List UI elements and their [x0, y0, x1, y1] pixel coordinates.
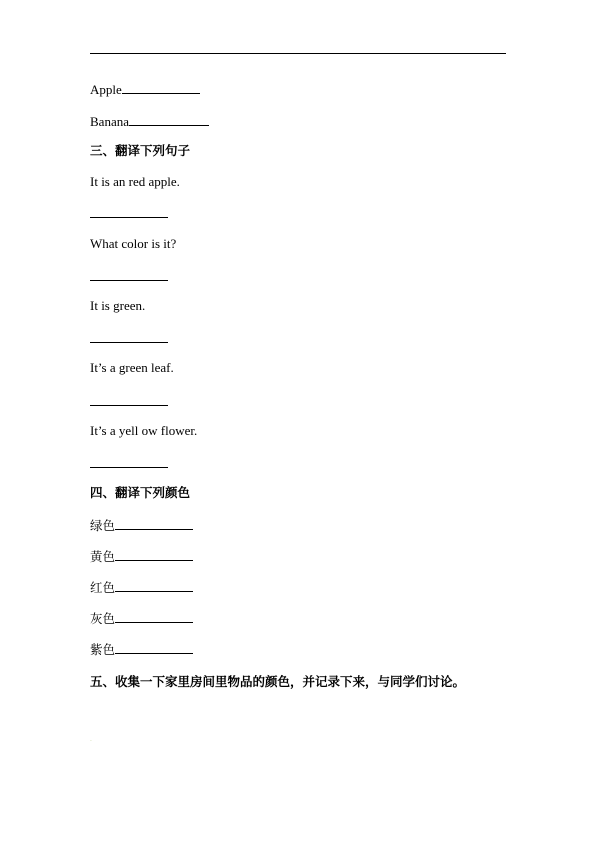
color-row-1: [90, 516, 193, 534]
sentence-4: It’s a green leaf.: [90, 360, 174, 375]
header-rule: [90, 53, 506, 54]
vocab-apple-row: [90, 80, 200, 98]
sentence-5: It’s a yell ow flower.: [90, 423, 198, 438]
sentence-5-answer-line[interactable]: [90, 467, 168, 468]
color-word-3: 红色: [90, 580, 116, 595]
sentence-2: What color is it?: [90, 236, 177, 251]
sentence-3-answer-line[interactable]: [90, 342, 168, 343]
color-blank-3[interactable]: [115, 578, 193, 592]
section3-heading: 三、翻译下列句子: [90, 143, 191, 158]
sentence-1-answer-line[interactable]: [90, 217, 168, 218]
sentence-3: It is green.: [90, 298, 146, 313]
color-row-4: [90, 609, 193, 627]
vocab-apple-blank[interactable]: [122, 80, 200, 94]
color-blank-5[interactable]: [115, 640, 193, 654]
vocab-apple-word: Apple: [90, 82, 122, 97]
section4-heading: 四、翻译下列颜色: [90, 485, 191, 500]
color-row-2: [90, 547, 193, 565]
vocab-banana-word: Banana: [90, 114, 129, 129]
sentence-1: It is an red apple.: [90, 174, 180, 189]
sentence-4-answer-line[interactable]: [90, 405, 168, 406]
footer-mark: ·: [90, 738, 92, 745]
color-word-5: 紫色: [90, 642, 116, 657]
sentence-2-answer-line[interactable]: [90, 280, 168, 281]
vocab-banana-blank[interactable]: [129, 112, 209, 126]
section5-heading: 五、收集一下家里房间里物品的颜色，并记录下来，与同学们讨论。: [90, 674, 466, 689]
color-word-4: 灰色: [90, 611, 116, 626]
color-word-1: 绿色: [90, 518, 116, 533]
color-row-5: [90, 640, 193, 658]
color-blank-4[interactable]: [115, 609, 193, 623]
color-word-2: 黄色: [90, 549, 116, 564]
vocab-banana-row: [90, 112, 209, 130]
color-blank-2[interactable]: [115, 547, 193, 561]
color-blank-1[interactable]: [115, 516, 193, 530]
color-row-3: [90, 578, 193, 596]
